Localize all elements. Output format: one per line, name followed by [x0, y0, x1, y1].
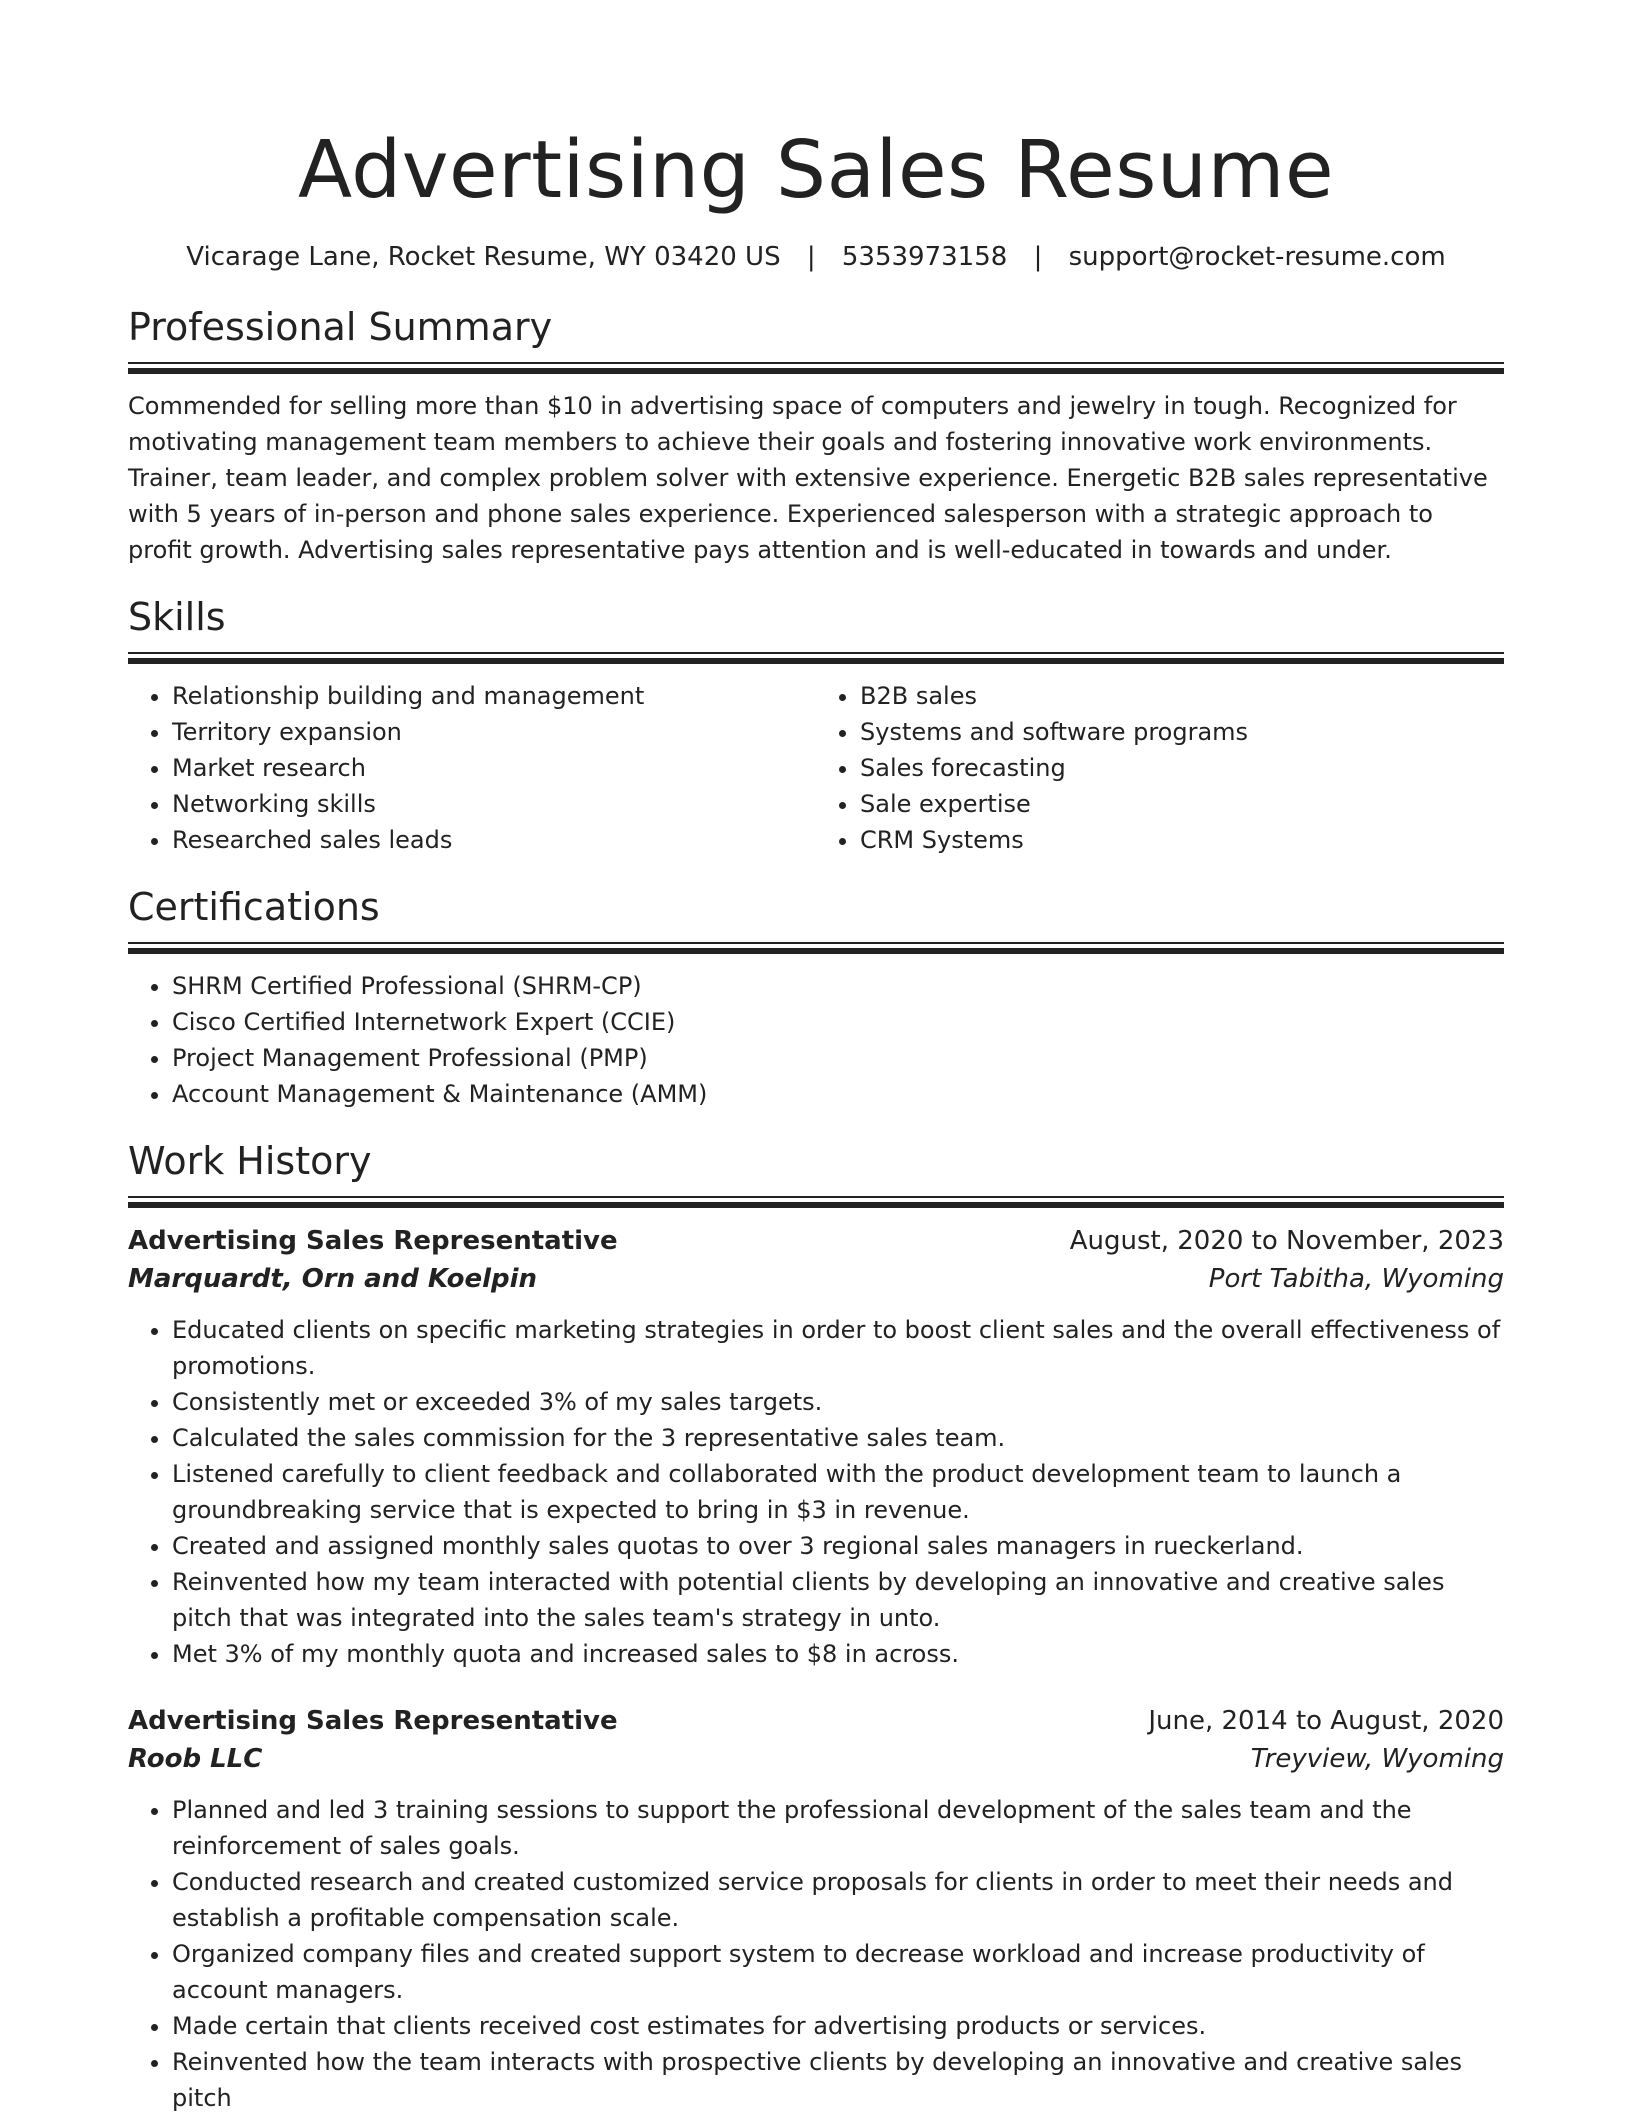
skill-item: • Sales forecasting [860, 750, 1504, 786]
job-entry [128, 1222, 1504, 1672]
job-company: Roob LLC [128, 1744, 263, 1774]
job-bullet: • Conducted research and created customized service proposals for clients in order to meet their needs and establish a profitable compensation scale. [172, 1864, 1504, 1936]
section-divider [128, 1196, 1504, 1208]
contact-address: Vicarage Lane, Rocket Resume, WY 03420 US [186, 242, 781, 272]
job-bullet: • Created and assigned monthly sales quotas to over 3 regional sales managers in rueckerland. [172, 1528, 1504, 1564]
job-entry [128, 1702, 1504, 2112]
skills-list-right [816, 678, 1504, 858]
job-bullet: • Organized company files and created support system to decrease workload and increase productivity of account managers. [172, 1936, 1504, 2008]
job-bullet: • Educated clients on specific marketing strategies in order to boost client sales and the overall effectiveness of promotions. [172, 1312, 1504, 1384]
job-bullet: • Consistently met or exceeded 3% of my sales targets. [172, 1384, 1504, 1420]
job-subheader [128, 1260, 1504, 1298]
section-divider [128, 942, 1504, 954]
skill-item: • B2B sales [860, 678, 1504, 714]
contact-phone: 5353973158 [841, 242, 1008, 272]
job-header [128, 1222, 1504, 1260]
job-bullets [128, 1792, 1504, 2112]
section-divider [128, 362, 1504, 374]
skill-item: • Researched sales leads [172, 822, 816, 858]
skill-item: • Networking skills [172, 786, 816, 822]
skills-heading: Skills [128, 595, 226, 639]
summary-section [128, 304, 1504, 568]
work-history-section [128, 1138, 1504, 2112]
contact-line [128, 240, 1504, 274]
job-bullet: • Reinvented how the team interacts with prospective clients by developing an innovative and creative sales pitch [172, 2044, 1504, 2112]
job-bullets [128, 1312, 1504, 1672]
job-title: Advertising Sales Representative [128, 1226, 618, 1256]
job-title: Advertising Sales Representative [128, 1706, 618, 1736]
section-divider [128, 652, 1504, 664]
skill-item: • Relationship building and management [172, 678, 816, 714]
contact-separator: | [1033, 242, 1043, 272]
job-bullet: • Reinvented how my team interacted with potential clients by developing an innovative and creative sales pitch that was integrated into the sales team's strategy in unto. [172, 1564, 1504, 1636]
job-header [128, 1702, 1504, 1740]
job-company: Marquardt, Orn and Koelpin [128, 1264, 538, 1294]
certifications-section [128, 884, 1504, 1112]
summary-text: Commended for selling more than $10 in advertising space of computers and jewelry in tough. Recognized for motivating management team members to achieve their goals and fostering innovative work environments. Trainer, team leader, and complex problem solver with extensive experience. Energetic B2B sales representative with 5 years of in-person and phone sales experience. Experienced salesperson with a strategic approach to profit growth. Advertising sales representative pays attention and is well-educated in towards and under. [128, 392, 1488, 564]
job-location: Treyview, Wyoming [1250, 1744, 1504, 1774]
skills-list-left [128, 678, 816, 858]
contact-separator: | [806, 242, 816, 272]
job-bullet: • Made certain that clients received cost estimates for advertising products or services. [172, 2008, 1504, 2044]
certifications-heading: Certifications [128, 885, 380, 929]
certification-item: • Account Management & Maintenance (AMM) [172, 1076, 1504, 1112]
certification-item: • Project Management Professional (PMP) [172, 1040, 1504, 1076]
resume-title: Advertising Sales Resume [297, 124, 1335, 216]
job-bullet: • Calculated the sales commission for the 3 representative sales team. [172, 1420, 1504, 1456]
certification-item: • Cisco Certified Internetwork Expert (CCIE) [172, 1004, 1504, 1040]
skill-item: • CRM Systems [860, 822, 1504, 858]
skill-item: • Market research [172, 750, 816, 786]
certifications-list [128, 968, 1504, 1112]
job-location: Port Tabitha, Wyoming [1208, 1264, 1504, 1294]
job-dates: August, 2020 to November, 2023 [1069, 1226, 1504, 1256]
job-bullet: • Met 3% of my monthly quota and increased sales to $8 in across. [172, 1636, 1504, 1672]
job-subheader [128, 1740, 1504, 1778]
work-history-heading: Work History [128, 1139, 372, 1183]
summary-heading: Professional Summary [128, 305, 553, 349]
job-bullet: • Listened carefully to client feedback and collaborated with the product development team to launch a groundbreaking service that is expected to bring in $3 in revenue. [172, 1456, 1504, 1528]
job-bullet: • Planned and led 3 training sessions to support the professional development of the sales team and the reinforcement of sales goals. [172, 1792, 1504, 1864]
skills-columns [128, 678, 1504, 858]
skill-item: • Sale expertise [860, 786, 1504, 822]
contact-email: support@rocket-resume.com [1068, 242, 1446, 272]
job-dates: June, 2014 to August, 2020 [1148, 1706, 1504, 1736]
skills-section [128, 594, 1504, 858]
skill-item: • Territory expansion [172, 714, 816, 750]
skill-item: • Systems and software programs [860, 714, 1504, 750]
certification-item: • SHRM Certified Professional (SHRM-CP) [172, 968, 1504, 1004]
